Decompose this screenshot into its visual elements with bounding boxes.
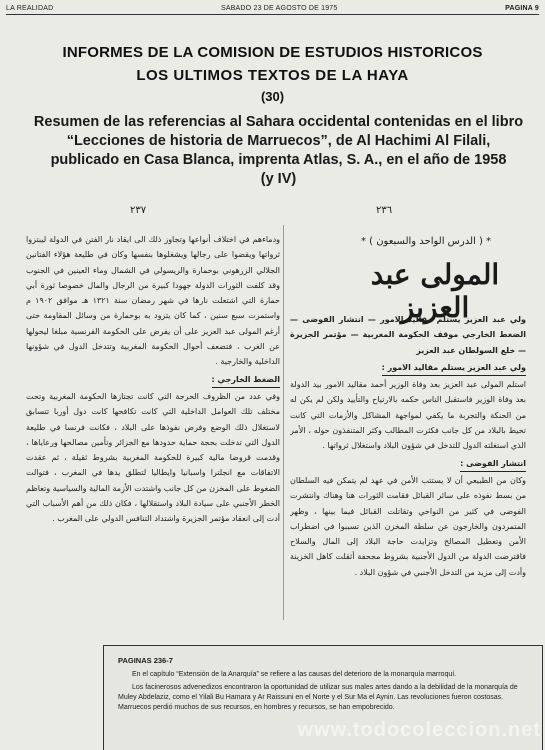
watermark: www.todocoleccion.net [297, 719, 541, 741]
right-page-number: ٢٣٦ [376, 205, 393, 216]
summary-line: Resumen de las referencias al Sahara occidental contenidas en el libro [33, 114, 524, 130]
page-number: PAGINA 9 [505, 4, 539, 12]
right-subheading-2: انتشار الفوضى : [460, 456, 526, 472]
right-paragraph-1: استلم المولى عبد العزيز بعد وفاة الوزير أحمد مقاليد الامور بيد الدولة بعد وفاة الوزير فاستقبل الناس حكمه بالارتياح والتأييد ولكن لم يكن له من الحنكة والتجربة ما يكفي لمواجهة المشاكل والأزمات التي كانت تحيط بالبلاد من كل جانب فكثرت المطالب وكثر المتنفذون حوله ، الأمر الذي استغلته الدول للتدخل في شؤون البلاد واستغلال ثرواتها . [290, 380, 526, 451]
box-paragraph-1: En el capítulo “Extensión de la Anarquía” se refiere a las causas del deterioro de la monarquía marroquí. [132, 671, 457, 678]
right-intro: ولي عبد العزيز يستلم مقاليد الامور — انتشار الفوضى — الضغط الخارجي موقف الحكومة المغربية — مؤتمر الجزيرة — خلع السولطان عبد العزيز [290, 315, 526, 355]
box-paragraph-2: Los facinerosos advenedizos encontraron la oportunidad de utilizar sus males artes dando a la debilidad de la monarquía de Muley Abdelaziz, como el Yilali Bu Hamara y Ar Raissuni en el Norte y el Sur Ma el Aynin. Las revoluciones fueron costosas. Marruecos perdió muchos de sus recursos, en hombres y recursos, se han empobrecido. [118, 684, 518, 711]
left-subheading-1: الضغط الخارجي : [212, 372, 280, 388]
headline-number: (30) [260, 89, 285, 104]
publication-name: LA REALIDAD [6, 4, 54, 12]
headline-texts: LOS ULTIMOS TEXTOS DE LA HAYA [136, 67, 409, 84]
page-header [6, 2, 539, 15]
right-paragraph-2: وكان من الطبيعي أن لا يستتب الأمن في عهد لم يتمكن فيه السلطان من بسط نفوذه على سائر القبائل فقامت الثورات هنا وهناك وانتشرت الفوضى في كثير من النواحي وتقاتلت القبائل فيما بينها ، وظهر المتمردون والخارجون عن سلطة المخزن الذين تسببوا في اضطراب الأمن وتعطيل المصالح وتزايدت حاجة البلاد إلى المال والسلاح فاقترضت الدولة من الدول الأجنبية بشروط مجحفة أثقلت كاهل الخزينة وأدت إلى مزيد من التدخل الأجنبي في شؤون البلاد . [290, 475, 526, 577]
summary-line: publicado en Casa Blanca, imprenta Atlas, S. A., en el año de 1958 [50, 152, 507, 168]
summary-line: “Lecciones de historia de Marruecos”, de Al Hachimi Al Filali, [66, 133, 491, 149]
summary-line: (y IV) [260, 171, 297, 187]
box-title: PAGINAS 236-7 [118, 656, 173, 665]
headline-commission: INFORMES DE LA COMISION DE ESTUDIOS HISTORICOS [62, 44, 483, 61]
left-column [26, 232, 280, 624]
lesson-heading: * ( الدرس الواحد والسبعون ) * [360, 236, 492, 247]
right-subheading-1: ولي عبد العزيز يستلم مقاليد الامور : [382, 360, 526, 376]
left-paragraph-1: ودماءهم في اختلاف أنواعها وتجاوز ذلك الى ايقاد نار الفتن في الدولة ليبتزوا ثرواتها ويقضوا على رجالها ويشغلوها بنفسها وكان في طليعة هؤلاء الفتانين الجلالي الزرهوني بوحمارة والريسولي في الشمال وماء العينين في الجنوب وقد كلفت الثورات الدولة جهودا كبيرة من الرجال والمال خصوصا ثورة أبي حمارة التي اشتعلت نارها في شهر رمضان سنة ١٣٢١ هـ موافق ١٩٠٢ م واستمرت سبع سنين ، كما كان يتزود به بوحمارة من وسائل المقاومة حتى أرغم المولى عبد العزيز على أن يفرض على الحكومة الفرنسية مبلغا ليحولها عن الغرب ، فتضعف أحوال الحكومة المغربية وتتدخل الدول في شؤونها الداخلية والخارجية . [26, 235, 280, 367]
issue-date: SABADO 23 DE AGOSTO DE 1975 [220, 4, 338, 12]
column-divider [283, 225, 284, 620]
left-page-number: ٢٣٧ [130, 205, 147, 216]
summary-block [22, 113, 535, 189]
arabic-title: المولى عبد العزيز [370, 258, 500, 324]
right-column [290, 312, 526, 622]
left-paragraph-2: وفي عدد من الظروف الحرجة التي كانت تجتازها الحكومة المغربية وتحت مختلف تلك العوامل الداخلية التي كانت تكافحها كانت دول أوربا تتسابق لاستغلال ذلك الوضع وفرض نفوذها على البلاد ، فكانت فرنسا في طليعة الدول التي تدخلت بحجة حماية حدودها مع الجزائر وتأمين مصالحها ورعاياها ، وقدمت قروضا مالية كبيرة للحكومة المغربية بشروط ثقيلة ، ثم عقدت الاتفاقات مع انجلترا واسبانيا وايطاليا لتطلق يدها في المغرب ، فتوالت الضغوط على المخزن من كل جانب واشتدت الأزمة المالية والسياسية وتعاظم الخطر الأجنبي على سيادة البلاد واستقلالها ، فكان ذلك من أهم الأسباب التي أدت إلى انعقاد مؤتمر الجزيرة واشتداد التنافس الدولي على المغرب . [26, 391, 280, 524]
